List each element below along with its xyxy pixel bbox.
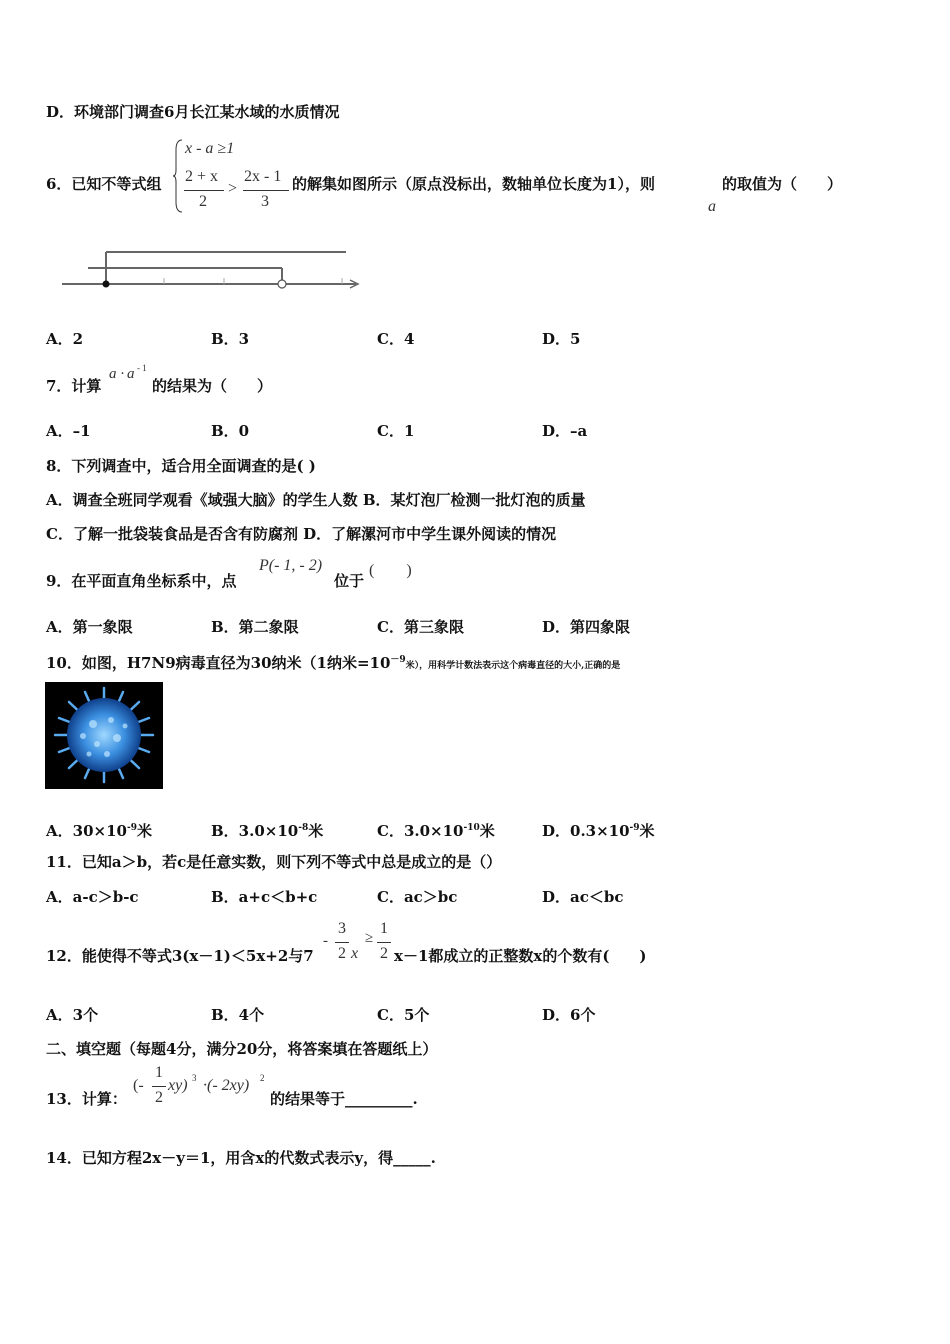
q6-frac2-den: 3 bbox=[261, 193, 269, 210]
q9-suffix: 位于 bbox=[334, 572, 365, 590]
q10-option-d: D．$0.3\times 10^{-9}$米 bbox=[542, 822, 655, 840]
q6-suffix: 的解集如图所示（原点没标出，数轴单位长度为1），则 bbox=[292, 175, 655, 193]
q13-suffix: 的结果等于_________. bbox=[270, 1090, 418, 1108]
q12-f2-den: 2 bbox=[380, 945, 388, 962]
q7-option-a: A．–1 bbox=[46, 422, 91, 440]
q13-f-num: 1 bbox=[155, 1064, 163, 1081]
q12-f1-num: 3 bbox=[338, 920, 346, 937]
q8-options-line2: C．了解一批袋装食品是否含有防腐剂 D．了解漯河市中学生课外阅读的情况 bbox=[46, 525, 557, 543]
virus-image bbox=[45, 682, 163, 789]
q7-option-b: B．0 bbox=[211, 422, 250, 440]
q13-exp1: 3 bbox=[192, 1073, 197, 1083]
q10-stem-small: 米），用科学计数法表示这个病毒直径的大小,正确的是 bbox=[405, 661, 621, 671]
q6-option-a: A．2 bbox=[46, 330, 84, 348]
q6-option-d: D．5 bbox=[542, 330, 581, 348]
q9-option-c: C．第三象限 bbox=[377, 618, 464, 636]
q13-mid: ·(- 2xy) bbox=[203, 1077, 250, 1094]
q6-prefix: 6．已知不等式组 bbox=[46, 175, 162, 193]
q7-prefix: 7．计算 bbox=[46, 377, 102, 395]
q9-option-b: B．第二象限 bbox=[211, 618, 299, 636]
q11-option-c: C．ac＞bc bbox=[377, 888, 458, 906]
q6-frac2-num: 2x - 1 bbox=[244, 168, 282, 185]
q12-x: x bbox=[351, 945, 359, 962]
section-2-heading: 二、填空题（每题4分，满分20分，将答案填在答题纸上） bbox=[46, 1040, 438, 1058]
q12-option-d: D．6个 bbox=[542, 1006, 596, 1024]
number-line-figure bbox=[58, 246, 368, 298]
q6-tail: 的取值为（ ） bbox=[722, 175, 843, 193]
q7-expr-a: a bbox=[109, 366, 117, 382]
q9-paren: ( ) bbox=[369, 562, 412, 579]
q6-option-c: C．4 bbox=[377, 330, 415, 348]
q12-f1-den: 2 bbox=[338, 945, 346, 962]
q7-expr-a2: a bbox=[127, 366, 135, 382]
q6-gt: > bbox=[228, 180, 238, 197]
q10-option-c: C．$3.0\times 10^{-10}$米 bbox=[377, 822, 495, 840]
q10-stem bbox=[46, 650, 620, 676]
q14-stem: 14．已知方程2x－y＝1，用含x的代数式表示y，得_____. bbox=[46, 1149, 436, 1167]
q6-option-b: B．3 bbox=[211, 330, 250, 348]
q12-f2-bar bbox=[377, 942, 391, 943]
q12-option-a: A．3个 bbox=[46, 1006, 99, 1024]
q12-f1-bar bbox=[335, 942, 349, 943]
q7-suffix: 的结果为（ ） bbox=[152, 377, 273, 395]
q6-frac1-bar bbox=[184, 190, 224, 191]
q13-exp2: 2 bbox=[260, 1073, 265, 1083]
q12-minus: - bbox=[323, 933, 328, 949]
q6-frac1-den: 2 bbox=[199, 193, 207, 210]
q13-xy: xy) bbox=[168, 1077, 188, 1094]
q13-prefix: 13．计算： bbox=[46, 1090, 127, 1108]
q12-suffix: x－1都成立的正整数x的个数有( ) bbox=[394, 947, 647, 965]
q10-option-b: B．$3.0\times 10^{-8}$米 bbox=[211, 822, 324, 840]
q5-option-d: D．环境部门调查6月长江某水域的水质情况 bbox=[46, 103, 340, 121]
q7-option-c: C．1 bbox=[377, 422, 415, 440]
q6-var: a bbox=[708, 198, 716, 215]
q10-stem-exp: －9 bbox=[390, 655, 406, 665]
q13-open: (- bbox=[133, 1077, 144, 1094]
q9-option-a: A．第一象限 bbox=[46, 618, 133, 636]
q7-expr-exp: - 1 bbox=[137, 363, 147, 373]
q10-stem-main: 10．如图，H7N9病毒直径为30纳米（1纳米=10 bbox=[46, 654, 391, 672]
q12-option-b: B．4个 bbox=[211, 1006, 265, 1024]
q9-prefix: 9．在平面直角坐标系中，点 bbox=[46, 572, 237, 590]
q10-option-a: A．$30\times 10^{-9}$米 bbox=[46, 822, 152, 840]
q11-option-d: D．ac＜bc bbox=[542, 888, 624, 906]
q12-option-c: C．5个 bbox=[377, 1006, 430, 1024]
q9-option-d: D．第四象限 bbox=[542, 618, 631, 636]
q7-expr-dot: · bbox=[120, 366, 125, 382]
system-brace bbox=[172, 138, 184, 214]
q6-frac1-num: 2 + x bbox=[185, 168, 219, 185]
q13-f-bar bbox=[152, 1086, 166, 1087]
q11-option-b: B．a+c＜b+c bbox=[211, 888, 318, 906]
q12-ge: ≥ bbox=[365, 930, 374, 946]
q13-f-den: 2 bbox=[155, 1089, 163, 1106]
q6-eq1: x - a ≥1 bbox=[185, 140, 235, 157]
q12-prefix: 12．能使得不等式3(x－1)＜5x+2与7 bbox=[46, 947, 314, 965]
q8-options-line1: A．调查全班同学观看《域强大脑》的学生人数 B．某灯泡厂检测一批灯泡的质量 bbox=[46, 491, 586, 509]
q7-option-d: D．–a bbox=[542, 422, 588, 440]
q8-stem: 8．下列调查中，适合用全面调查的是( ) bbox=[46, 457, 316, 475]
q12-f2-num: 1 bbox=[380, 920, 388, 937]
q11-stem: 11．已知a＞b，若c是任意实数，则下列不等式中总是成立的是（） bbox=[46, 853, 502, 871]
q6-frac2-bar bbox=[243, 190, 289, 191]
q9-point: P(- 1, - 2) bbox=[259, 557, 323, 574]
q11-option-a: A．a-c＞b-c bbox=[46, 888, 139, 906]
